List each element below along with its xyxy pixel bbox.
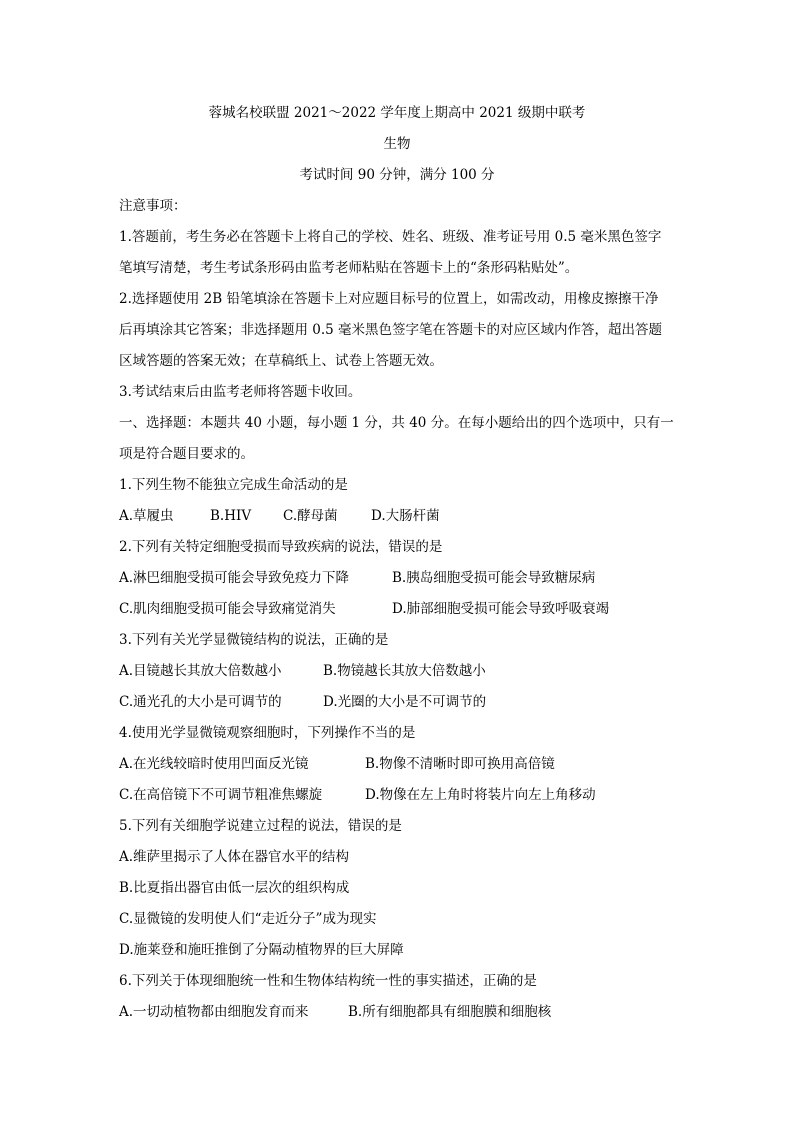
question-4-option-d: D.物像在左上角时将装片向左上角移动 <box>365 787 596 803</box>
question-4-option-b: B.物像不清晰时即可换用高倍镜 <box>365 756 555 772</box>
notice-item-1-line-1: 1.答题前，考生务必在答题卡上将自己的学校、姓名、班级、准考证号用 0.5 毫米黑色签字 <box>119 229 662 245</box>
notice-item-2-line-3: 区域答题的答案无效；在草稿纸上、试卷上答题无效。 <box>119 353 443 369</box>
question-3-option-c: C.通光孔的大小是可调节的 <box>119 694 282 710</box>
question-2-stem: 2.下列有关特定细胞受损而导致疾病的说法，错误的是 <box>119 539 443 555</box>
question-2-option-c: C.肌肉细胞受损可能会导致痛觉消失 <box>119 601 336 617</box>
question-2-option-d: D.肺部细胞受损可能会导致呼吸衰竭 <box>392 601 610 617</box>
question-5-stem: 5.下列有关细胞学说建立过程的说法，错误的是 <box>119 818 402 834</box>
notice-item-1-line-2: 笔填写清楚，考生考试条形码由监考老师粘贴在答题卡上的“条形码粘贴处”。 <box>119 260 579 276</box>
question-4-stem: 4.使用光学显微镜观察细胞时，下列操作不当的是 <box>119 725 416 741</box>
question-5-option-c: C.显微镜的发明使人们“走近分子”成为现实 <box>119 911 377 927</box>
notice-item-3: 3.考试结束后由监考老师将答题卡收回。 <box>119 384 362 400</box>
question-3-stem: 3.下列有关光学显微镜结构的说法，正确的是 <box>119 632 389 648</box>
question-2-option-a: A.淋巴细胞受损可能会导致免疫力下降 <box>119 570 350 586</box>
question-5-option-d: D.施莱登和施旺推倒了分隔动植物界的巨大屏障 <box>119 942 404 958</box>
question-4-option-a: A.在光线较暗时使用凹面反光镜 <box>119 756 309 772</box>
notice-heading: 注意事项： <box>119 198 187 214</box>
question-6-option-b: B.所有细胞都具有细胞膜和细胞核 <box>348 1004 552 1020</box>
exam-info: 考试时间 90 分钟，满分 100 分 <box>299 167 495 183</box>
question-5-option-b: B.比夏指出器官由低一层次的组织构成 <box>119 880 350 896</box>
question-3-option-a: A.目镜越长其放大倍数越小 <box>119 663 282 679</box>
question-1-option-a: A.草履虫 <box>119 508 174 524</box>
question-2-option-b: B.胰岛细胞受损可能会导致糖尿病 <box>392 570 596 586</box>
question-6-option-a: A.一切动植物都由细胞发育而来 <box>119 1004 309 1020</box>
question-6-stem: 6.下列关于体现细胞统一性和生物体结构统一性的事实描述，正确的是 <box>119 973 537 989</box>
question-1-stem: 1.下列生物不能独立完成生命活动的是 <box>119 477 348 493</box>
exam-title: 蓉城名校联盟 2021～2022 学年度上期高中 2021 级期中联考 <box>208 105 586 121</box>
section-1-intro-line-2: 项是符合题目要求的。 <box>119 446 254 462</box>
section-1-intro-line-1: 一、选择题：本题共 40 小题，每小题 1 分，共 40 分。在每小题给出的四个选项中，只有一 <box>119 415 674 431</box>
question-4-option-c: C.在高倍镜下不可调节粗准焦螺旋 <box>119 787 323 803</box>
question-3-option-b: B.物镜越长其放大倍数越小 <box>323 663 486 679</box>
exam-subject: 生物 <box>383 136 411 152</box>
question-1-option-d: D.大肠杆菌 <box>371 508 440 524</box>
question-1-option-c: C.酵母菌 <box>283 508 338 524</box>
question-5-option-a: A.维萨里揭示了人体在器官水平的结构 <box>119 849 350 865</box>
notice-item-2-line-2: 后再填涂其它答案；非选择题用 0.5 毫米黑色签字笔在答题卡的对应区域内作答，超出答题 <box>119 322 663 338</box>
notice-item-2-line-1: 2.选择题使用 2B 铅笔填涂在答题卡上对应题目标号的位置上，如需改动，用橡皮擦擦干净 <box>119 291 659 307</box>
question-1-option-b: B.HIV <box>210 508 252 524</box>
question-3-option-d: D.光圈的大小是不可调节的 <box>323 694 487 710</box>
